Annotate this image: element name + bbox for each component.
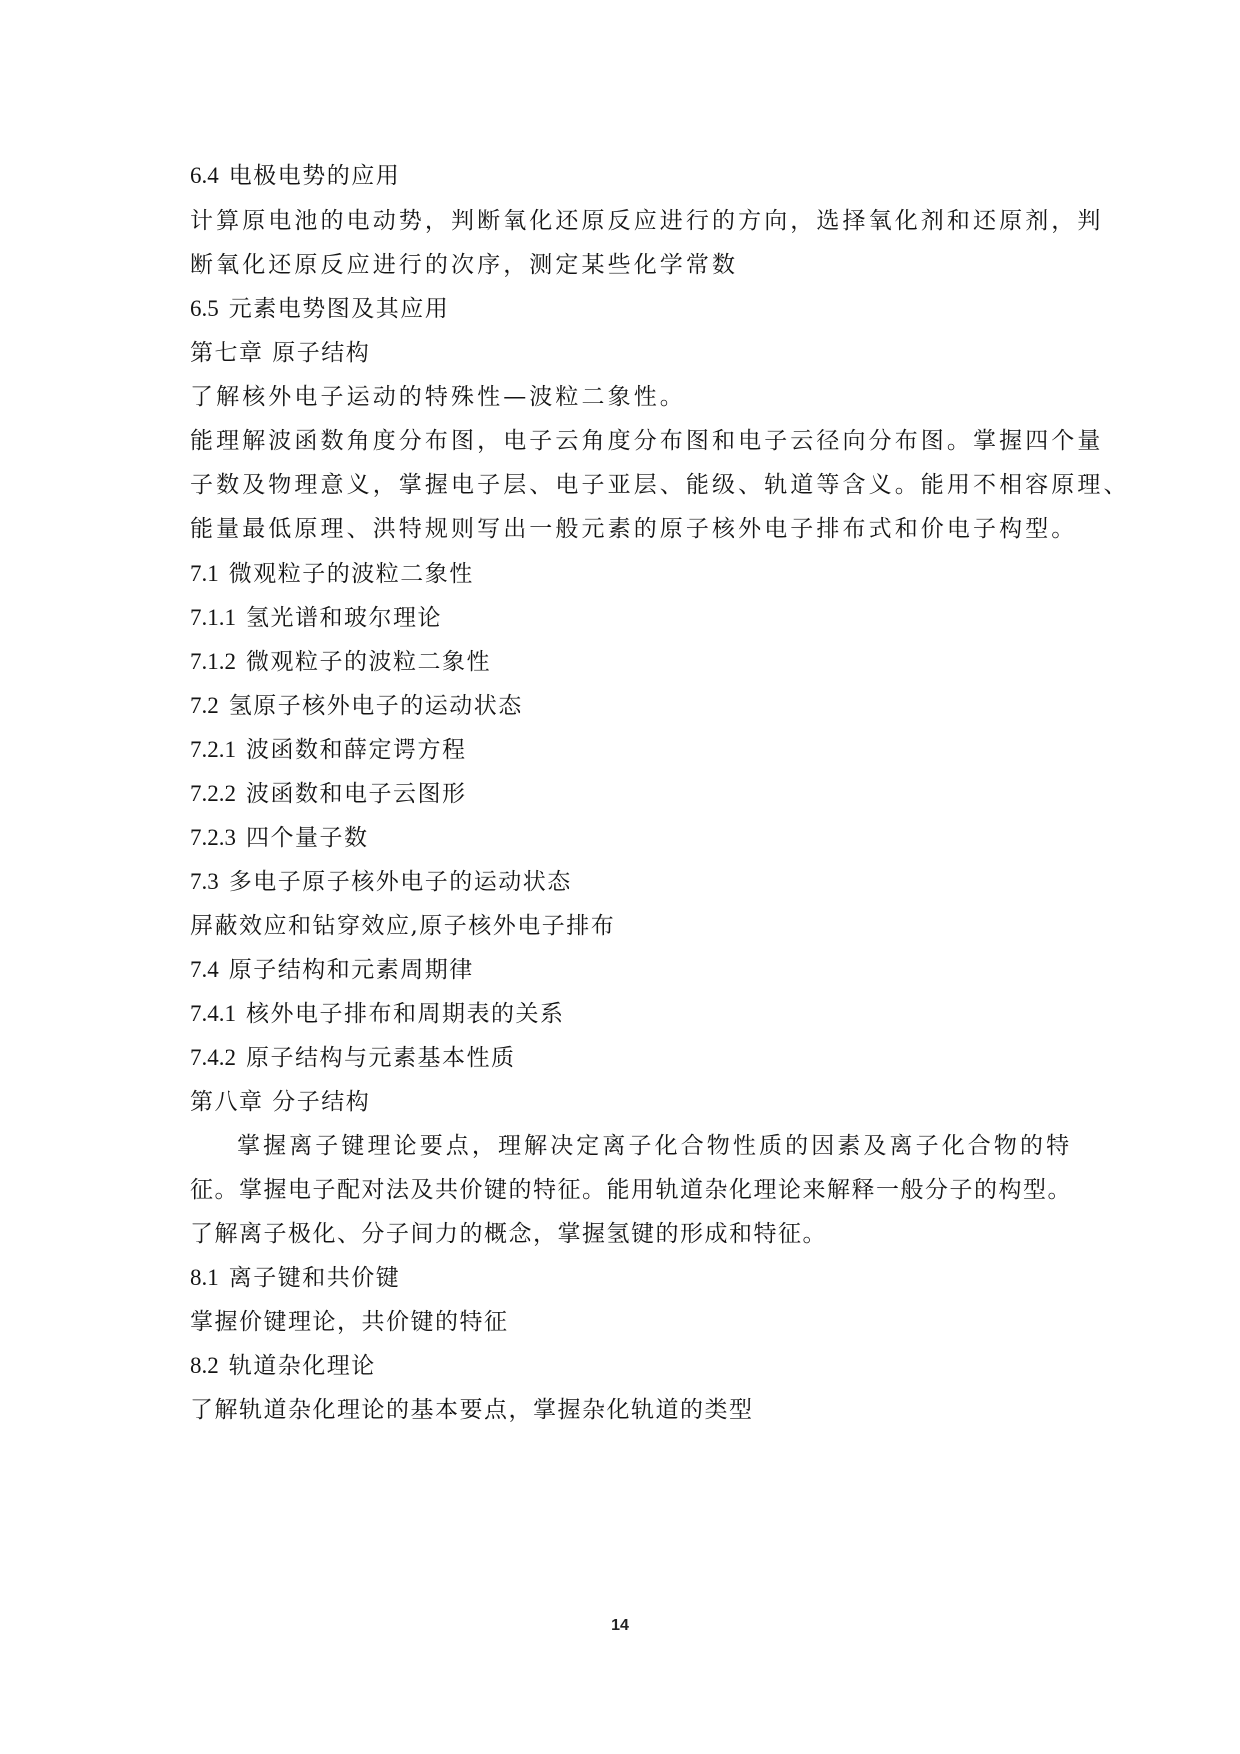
section-title: 微观粒子的波粒二象性 xyxy=(246,649,491,675)
section-title: 波函数和薛定谔方程 xyxy=(246,737,467,763)
section-heading-7-2 xyxy=(190,691,523,721)
paragraph-text: 子数及物理意义，掌握电子层、电子亚层、能级、轨道等含义。能用不相容原理、 xyxy=(190,472,1130,498)
section-number: 7.2.2 xyxy=(190,781,236,806)
section-number: 7.4.1 xyxy=(190,1001,236,1026)
section-heading-8-1 xyxy=(190,1263,400,1293)
section-title: 轨道杂化理论 xyxy=(228,1353,376,1379)
paragraph-text: 征。掌握电子配对法及共价键的特征。能用轨道杂化理论来解释一般分子的构型。 xyxy=(190,1177,1072,1203)
paragraph-line xyxy=(190,382,686,412)
chapter-title: 第七章 原子结构 xyxy=(190,340,371,366)
section-heading-7-3 xyxy=(190,867,572,897)
section-heading-6-5 xyxy=(190,294,449,324)
section-heading-7-2-3 xyxy=(190,823,369,853)
section-number: 7.3 xyxy=(190,869,219,894)
section-title: 离子键和共价键 xyxy=(228,1265,401,1291)
section-heading-7-1-2 xyxy=(190,647,491,677)
section-title: 原子结构与元素基本性质 xyxy=(246,1045,516,1071)
section-heading-7-1-1 xyxy=(190,603,442,633)
paragraph-line xyxy=(190,1175,1072,1205)
section-number: 8.1 xyxy=(190,1265,219,1290)
paragraph-line xyxy=(190,911,615,941)
section-number: 7.1 xyxy=(190,561,219,586)
paragraph-text: 了解离子极化、分子间力的概念，掌握氢键的形成和特征。 xyxy=(190,1221,827,1247)
paragraph-line xyxy=(237,1131,1072,1161)
section-title: 四个量子数 xyxy=(246,825,369,851)
paragraph-text: 了解轨道杂化理论的基本要点，掌握杂化轨道的类型 xyxy=(190,1397,754,1423)
section-title: 微观粒子的波粒二象性 xyxy=(228,561,474,587)
section-title: 原子结构和元素周期律 xyxy=(228,957,474,983)
paragraph-line xyxy=(190,250,738,280)
section-number: 7.2.1 xyxy=(190,737,236,762)
paragraph-text: 了解核外电子运动的特殊性—波粒二象性。 xyxy=(190,384,686,410)
paragraph-text: 掌握价键理论，共价键的特征 xyxy=(190,1309,509,1335)
section-heading-6-4 xyxy=(190,161,400,191)
section-heading-8-2 xyxy=(190,1351,376,1381)
section-title: 多电子原子核外电子的运动状态 xyxy=(228,869,572,895)
paragraph-line xyxy=(190,1219,827,1249)
chapter-heading-8 xyxy=(190,1087,370,1117)
paragraph-line xyxy=(190,206,1104,236)
paragraph-text: 能量最低原理、洪特规则写出一般元素的原子核外电子排布式和价电子构型。 xyxy=(190,516,1078,542)
section-title: 电极电势的应用 xyxy=(228,163,401,189)
section-number: 7.4 xyxy=(190,957,219,982)
section-heading-7-4 xyxy=(190,955,474,985)
section-heading-7-2-2 xyxy=(190,779,467,809)
section-heading-7-1 xyxy=(190,559,474,589)
page-number: 14 xyxy=(611,1617,629,1634)
paragraph-line xyxy=(190,1395,754,1425)
section-number: 8.2 xyxy=(190,1353,219,1378)
chapter-heading-7 xyxy=(190,338,370,368)
section-heading-7-4-1 xyxy=(190,999,565,1029)
paragraph-text: 掌握离子键理论要点，理解决定离子化合物性质的因素及离子化合物的特 xyxy=(237,1133,1073,1159)
paragraph-line xyxy=(190,514,1077,544)
section-number: 7.4.2 xyxy=(190,1045,236,1070)
section-number: 7.2 xyxy=(190,693,219,718)
section-number: 7.1.2 xyxy=(190,649,236,674)
section-heading-7-4-2 xyxy=(190,1043,516,1073)
section-title: 核外电子排布和周期表的关系 xyxy=(246,1001,565,1027)
paragraph-line xyxy=(190,470,1130,500)
section-number: 7.2.3 xyxy=(190,825,236,850)
section-number: 7.1.1 xyxy=(190,605,236,630)
paragraph-line xyxy=(190,1307,509,1337)
section-title: 氢原子核外电子的运动状态 xyxy=(228,693,523,719)
section-heading-7-2-1 xyxy=(190,735,467,765)
paragraph-text: 屏蔽效应和钻穿效应,原子核外电子排布 xyxy=(190,913,616,939)
paragraph-text: 计算原电池的电动势，判断氧化还原反应进行的方向，选择氧化剂和还原剂，判 xyxy=(190,208,1104,234)
paragraph-text: 断氧化还原反应进行的次序，测定某些化学常数 xyxy=(190,252,739,278)
section-title: 波函数和电子云图形 xyxy=(246,781,467,807)
section-number: 6.4 xyxy=(190,163,219,188)
section-number: 6.5 xyxy=(190,296,219,321)
section-title: 元素电势图及其应用 xyxy=(228,296,450,322)
paragraph-text: 能理解波函数角度分布图，电子云角度分布图和电子云径向分布图。掌握四个量 xyxy=(190,428,1104,454)
section-title: 氢光谱和玻尔理论 xyxy=(246,605,442,631)
paragraph-line xyxy=(190,426,1104,456)
chapter-title: 第八章 分子结构 xyxy=(190,1089,371,1115)
